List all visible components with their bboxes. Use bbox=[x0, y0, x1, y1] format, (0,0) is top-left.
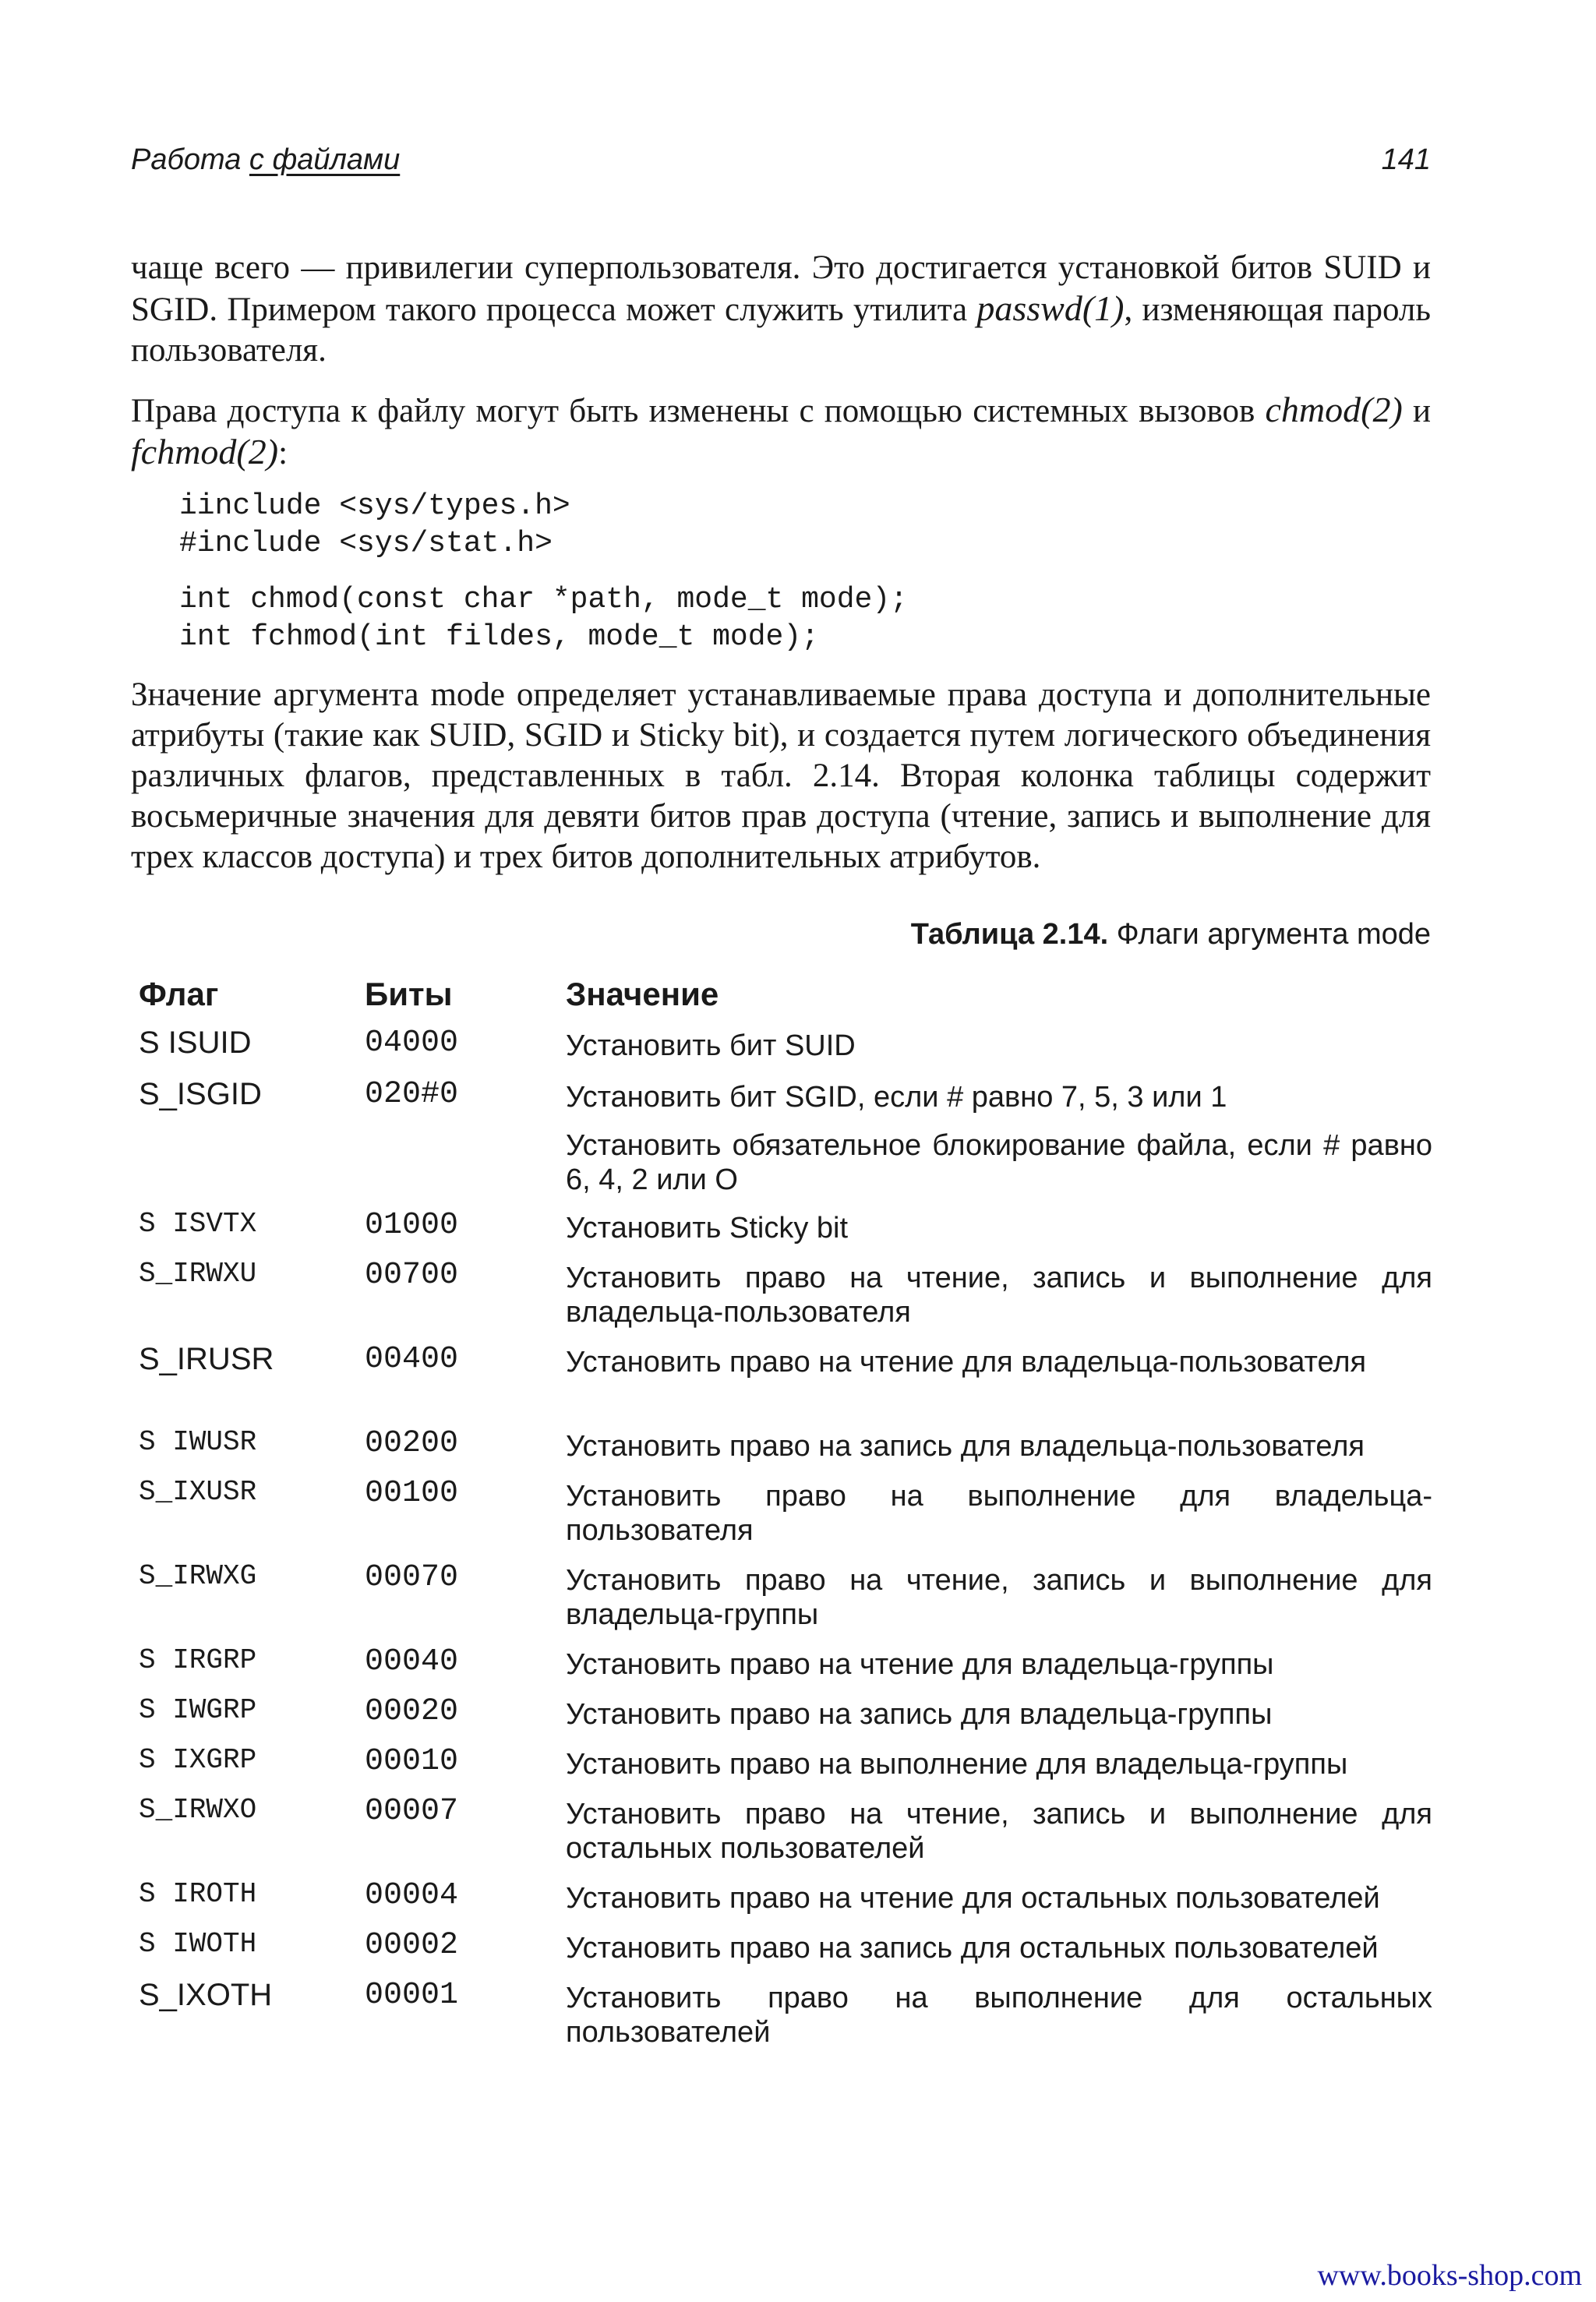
meaning-cell: Установить бит SGID, если # равно 7, 5, 3 или 1 bbox=[566, 1081, 1227, 1114]
page-number: 141 bbox=[1381, 143, 1431, 176]
meaning-cell: Установить обязательное блокирование файла, если # равно 6, 4, 2 или О bbox=[566, 1129, 1432, 1196]
paragraph-chmod-colon: : bbox=[278, 435, 288, 471]
bits-cell: 020#0 bbox=[365, 1077, 459, 1112]
table-row bbox=[139, 1077, 1432, 1125]
code-block-prototypes bbox=[179, 581, 908, 656]
meaning-cell: Установить Sticky bit bbox=[566, 1212, 849, 1245]
running-title bbox=[131, 143, 400, 177]
meaning-cell: Установить право на выполнение для владельца-пользователя bbox=[566, 1480, 1432, 1547]
table-row bbox=[139, 1426, 1432, 1476]
flag-cell: S_ISGID bbox=[139, 1077, 262, 1111]
flag-cell: S_IRUSR bbox=[139, 1342, 274, 1376]
flag-cell: S IWOTH bbox=[139, 1928, 257, 1960]
meaning-cell: Установить право на запись для остальных пользователей bbox=[566, 1932, 1379, 1965]
table-row bbox=[139, 1694, 1432, 1744]
table-caption-text: Флаги аргумента mode bbox=[1108, 918, 1431, 951]
meaning-cell: Установить право на запись для владельца-группы bbox=[566, 1698, 1273, 1731]
table-header-row bbox=[139, 976, 1432, 1026]
bits-cell: 01000 bbox=[365, 1208, 459, 1243]
bits-cell: 00001 bbox=[365, 1978, 459, 2013]
flags-table bbox=[139, 976, 1432, 2062]
table-row bbox=[139, 1342, 1432, 1426]
flag-cell: S IROTH bbox=[139, 1878, 257, 1910]
meaning-cell: Установить право на чтение, запись и выполнение для владельца-пользователя bbox=[566, 1262, 1432, 1329]
meaning-cell: Установить право на чтение для владельца-группы bbox=[566, 1648, 1274, 1681]
paragraph-chmod bbox=[131, 390, 1431, 474]
bits-cell: 00700 bbox=[365, 1258, 459, 1293]
code-line: #include <sys/stat.h> bbox=[179, 527, 553, 560]
flag-cell: S_IXUSR bbox=[139, 1476, 257, 1508]
table-row bbox=[139, 1878, 1432, 1928]
flag-cell: S IWGRP bbox=[139, 1694, 257, 1726]
table-row bbox=[139, 1476, 1432, 1560]
meaning-cell: Установить право на выполнение для остальных пользователей bbox=[566, 1982, 1432, 2049]
flag-cell: S_IRWXU bbox=[139, 1258, 257, 1290]
table-row bbox=[139, 1026, 1432, 1077]
bits-cell: 00200 bbox=[365, 1426, 459, 1461]
table-row bbox=[139, 1794, 1432, 1878]
paragraph-intro-text-b: , изменяющая пароль пользователя. bbox=[131, 291, 1431, 369]
bits-cell: 00020 bbox=[365, 1694, 459, 1729]
meaning-cell: Установить право на чтение, запись и выполнение для владельца-группы bbox=[566, 1564, 1432, 1631]
column-header-meaning: Значение bbox=[566, 976, 719, 1012]
flag-cell: S IRGRP bbox=[139, 1644, 257, 1676]
code-line: iinclude <sys/types.h> bbox=[179, 489, 570, 523]
column-header-flag: Флаг bbox=[139, 976, 219, 1012]
paragraph-mode: Значение аргумента mode определяет устанавливаемые права доступа и дополнительные атрибуты (такие как SUID, SGID и Sticky bit), и создается путем логического объединения различных флагов, представленных в табл. 2.14. Вторая колонка таблицы содержит восьмеричные значения для девяти битов прав доступа (чтение, запись и выполнение для трех классов доступа) и трех битов дополнительных атрибутов. bbox=[131, 676, 1431, 875]
bits-cell: 00010 bbox=[365, 1744, 459, 1779]
meaning-cell: Установить право на чтение для остальных пользователей bbox=[566, 1882, 1380, 1915]
table-row bbox=[139, 1560, 1432, 1644]
meaning-cell: Установить право на чтение для владельца-пользователя bbox=[566, 1346, 1367, 1379]
bits-cell: 00004 bbox=[365, 1878, 459, 1913]
flag-cell: S_IXOTH bbox=[139, 1978, 273, 2012]
flag-cell: S_IRWXG bbox=[139, 1560, 257, 1592]
column-header-bits: Биты bbox=[365, 976, 453, 1012]
meaning-cell: Установить право на запись для владельца-пользователя bbox=[566, 1430, 1365, 1463]
table-row bbox=[139, 1208, 1432, 1258]
meaning-cell: Установить бит SUID bbox=[566, 1029, 856, 1062]
flag-cell: S_IRWXO bbox=[139, 1794, 257, 1826]
running-head bbox=[131, 143, 1431, 190]
flag-cell: S ISVTX bbox=[139, 1208, 257, 1240]
passwd-reference: passwd(1) bbox=[976, 288, 1125, 328]
paragraph-chmod-conjunction: и bbox=[1402, 393, 1432, 429]
flag-cell: S IXGRP bbox=[139, 1744, 257, 1776]
table-row bbox=[139, 1258, 1432, 1342]
flag-cell: S ISUID bbox=[139, 1026, 252, 1060]
paragraph-chmod-text-a: Права доступа к файлу могут быть изменены с помощью системных вызовов bbox=[131, 393, 1266, 429]
paragraph-intro-text-a: чаще всего — привилегии суперпользователя. Это достигается установкой битов SUID и SGID. Примером такого процесса может служить утилита bbox=[131, 249, 1431, 328]
site-watermark[interactable]: www.books-shop.com bbox=[1317, 2259, 1582, 2292]
paragraph-intro bbox=[131, 248, 1431, 371]
table-row bbox=[139, 1644, 1432, 1694]
table-row bbox=[139, 1125, 1432, 1208]
bits-cell: 00007 bbox=[365, 1794, 459, 1829]
fchmod-reference: fchmod(2) bbox=[131, 432, 279, 471]
table-caption-label: Таблица 2.14. bbox=[910, 918, 1109, 951]
bits-cell: 00100 bbox=[365, 1476, 459, 1511]
bits-cell: 04000 bbox=[365, 1026, 459, 1061]
table-row bbox=[139, 1744, 1432, 1794]
code-line: int fchmod(int fildes, mode_t mode); bbox=[179, 620, 819, 654]
table-row bbox=[139, 1978, 1432, 2062]
bits-cell: 00070 bbox=[365, 1560, 459, 1595]
flag-cell: S IWUSR bbox=[139, 1426, 257, 1458]
meaning-cell: Установить право на выполнение для владельца-группы bbox=[566, 1748, 1348, 1781]
running-title-part1: Работа bbox=[131, 143, 249, 176]
table-row bbox=[139, 1928, 1432, 1978]
bits-cell: 00040 bbox=[365, 1644, 459, 1679]
code-line: int chmod(const char *path, mode_t mode); bbox=[179, 583, 908, 616]
table-caption bbox=[911, 918, 1431, 952]
bits-cell: 00002 bbox=[365, 1928, 459, 1963]
bits-cell: 00400 bbox=[365, 1342, 459, 1377]
chmod-reference: chmod(2) bbox=[1265, 390, 1403, 429]
meaning-cell: Установить право на чтение, запись и выполнение для остальных пользователей bbox=[566, 1798, 1432, 1865]
code-block-includes bbox=[179, 488, 570, 563]
running-title-part2: с файлами bbox=[249, 143, 401, 176]
